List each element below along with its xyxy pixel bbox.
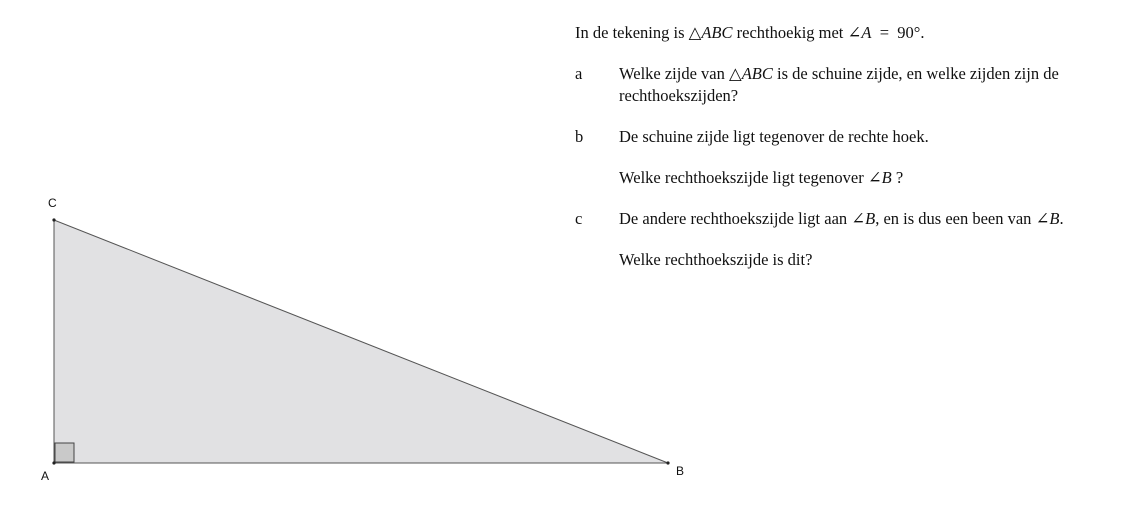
question-a-part1: Welke zijde van <box>619 64 729 83</box>
question-body <box>619 208 1130 271</box>
angle-vertex: B <box>865 209 876 228</box>
vertex-point-c <box>52 218 55 221</box>
intro-sentence <box>575 22 1130 44</box>
question-c <box>575 208 1130 271</box>
exercise-text <box>575 22 1130 290</box>
right-angle-marker <box>55 443 74 462</box>
question-c-question: Welke rechthoekszijde is dit? <box>619 250 813 269</box>
question-b-statement: De schuine zijde ligt tegenover de rechte hoek. <box>619 127 929 146</box>
question-c-statement <box>619 208 1130 230</box>
triangle-symbol: △ <box>688 23 702 42</box>
question-a-part2: is de schuine zijde, en welke zijden zijn de rechthoekszijden? <box>619 64 1059 105</box>
triangle-name: ABC <box>701 23 733 42</box>
question-body <box>619 126 1130 189</box>
question-a <box>575 63 1130 107</box>
question-c-prefix: De andere rechthoekszijde ligt aan <box>619 209 852 228</box>
intro-prefix: In de tekening is <box>575 23 689 42</box>
question-a-text <box>619 63 1130 107</box>
angle-vertex: A <box>861 23 872 42</box>
question-letter: c <box>575 209 583 228</box>
intro-middle: rechthoekig met <box>732 23 848 42</box>
triangle-symbol: △ <box>729 64 742 83</box>
angle-symbol: ∠ <box>847 23 862 42</box>
vertex-point-b <box>666 461 669 464</box>
question-letter: b <box>575 127 584 146</box>
angle-value: 90°. <box>897 23 925 42</box>
question-b <box>575 126 1130 189</box>
vertex-label-c: C <box>48 196 57 210</box>
angle-symbol: ∠ <box>867 168 882 187</box>
question-b-suffix: ? <box>891 168 904 187</box>
angle-vertex: B <box>881 168 892 187</box>
angle-symbol: ∠ <box>1035 209 1050 228</box>
vertex-label-b: B <box>676 464 685 478</box>
equals-sign: = <box>879 23 890 42</box>
question-b-prefix: Welke rechthoekszijde ligt tegenover <box>619 168 868 187</box>
vertex-label-a: A <box>41 469 50 483</box>
question-letter: a <box>575 64 583 83</box>
triangle-name: ABC <box>741 64 773 83</box>
question-b-question <box>619 167 1130 189</box>
angle-symbol: ∠ <box>851 209 866 228</box>
vertex-point-a <box>52 461 55 464</box>
angle-vertex: B <box>1049 209 1060 228</box>
question-c-suffix: . <box>1059 209 1064 228</box>
question-body <box>619 63 1130 107</box>
question-c-middle: , en is dus een been van <box>875 209 1036 228</box>
